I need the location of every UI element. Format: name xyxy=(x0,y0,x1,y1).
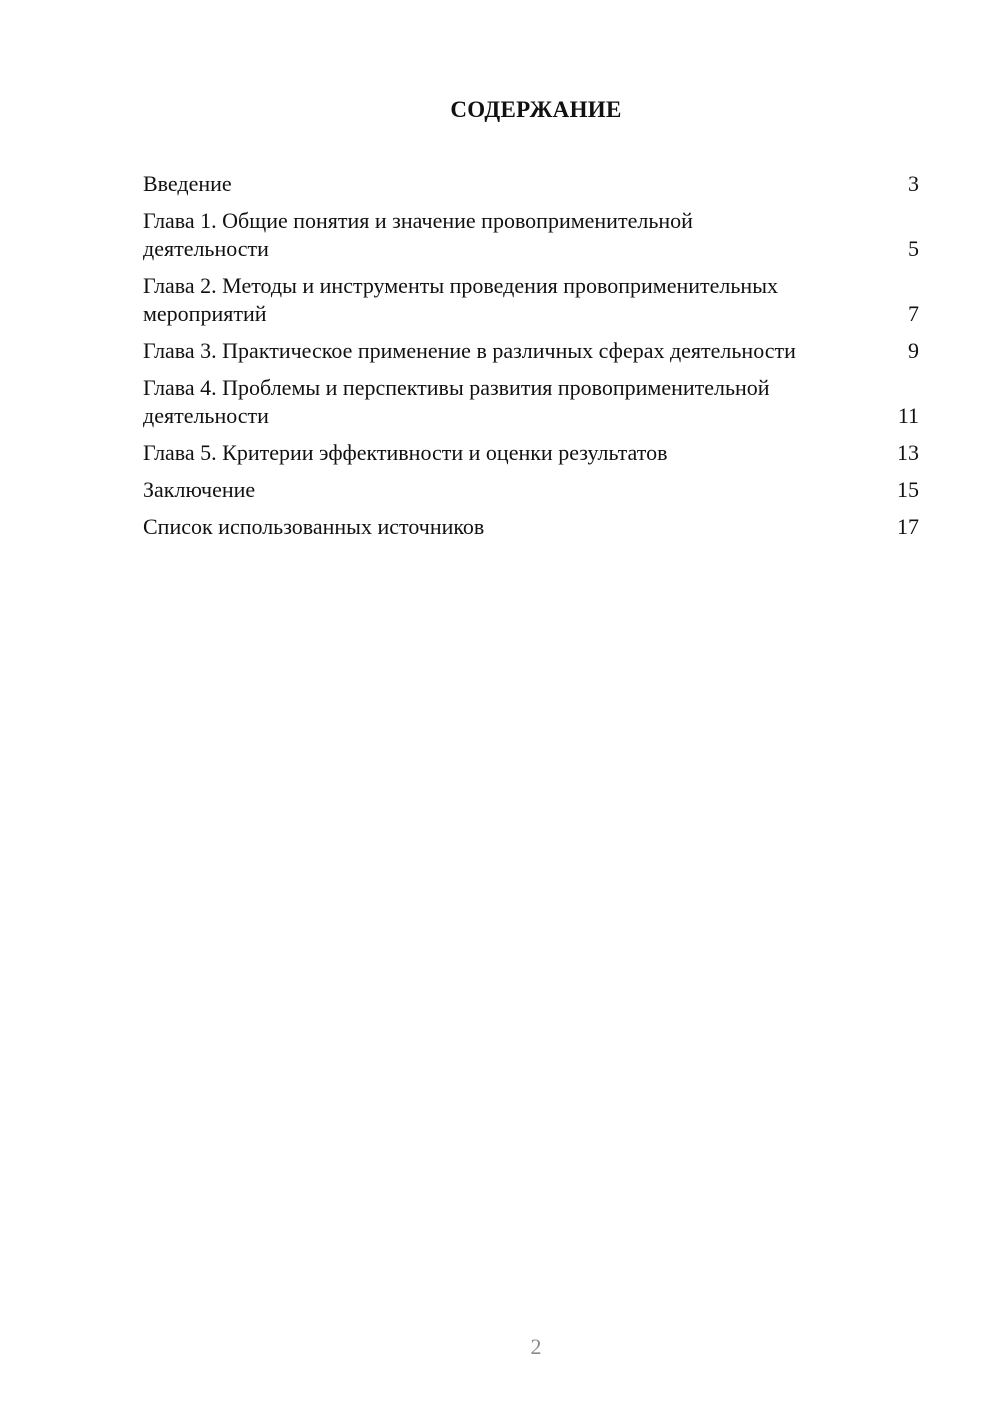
toc-entry-page: 15 xyxy=(897,477,919,502)
toc-entry-references[interactable] xyxy=(143,513,919,541)
toc-entry-page: 3 xyxy=(908,171,919,196)
toc-entry-page: 9 xyxy=(908,338,919,363)
toc-entry-label: Глава 2. Методы и инструменты проведения провоприменительных мероприятий xyxy=(143,273,778,326)
toc-entry-page: 7 xyxy=(908,301,919,326)
toc-entry-label: Список использованных источников xyxy=(143,514,485,539)
toc-entry-chapter-3[interactable] xyxy=(143,337,919,365)
toc-entry-page: 5 xyxy=(908,236,919,261)
page-title: СОДЕРЖАНИЕ xyxy=(450,97,622,122)
toc-entry-chapter-5[interactable] xyxy=(143,439,919,467)
toc-entry-chapter-2[interactable] xyxy=(143,272,919,328)
toc-entry-page: 11 xyxy=(897,403,919,428)
toc-entry-page: 17 xyxy=(897,514,919,539)
toc-entry-chapter-1[interactable] xyxy=(143,207,919,263)
toc-entry-introduction[interactable] xyxy=(143,170,919,198)
toc-entry-label: Глава 3. Практическое применение в различных сферах деятельности xyxy=(143,338,796,363)
toc-entry-label: Глава 1. Общие понятия и значение провоприменительной деятельности xyxy=(143,208,693,261)
toc-entry-label: Глава 5. Критерии эффективности и оценки результатов xyxy=(143,440,668,465)
toc-entry-label: Заключение xyxy=(143,477,256,502)
table-of-contents xyxy=(143,170,919,550)
toc-entry-page: 13 xyxy=(897,440,919,465)
toc-entry-chapter-4[interactable] xyxy=(143,374,919,430)
toc-entry-label: Глава 4. Проблемы и перспективы развития провоприменительной деятельности xyxy=(143,375,770,428)
toc-entry-conclusion[interactable] xyxy=(143,476,919,504)
page-number: 2 xyxy=(530,1334,542,1359)
toc-entry-label: Введение xyxy=(143,171,232,196)
